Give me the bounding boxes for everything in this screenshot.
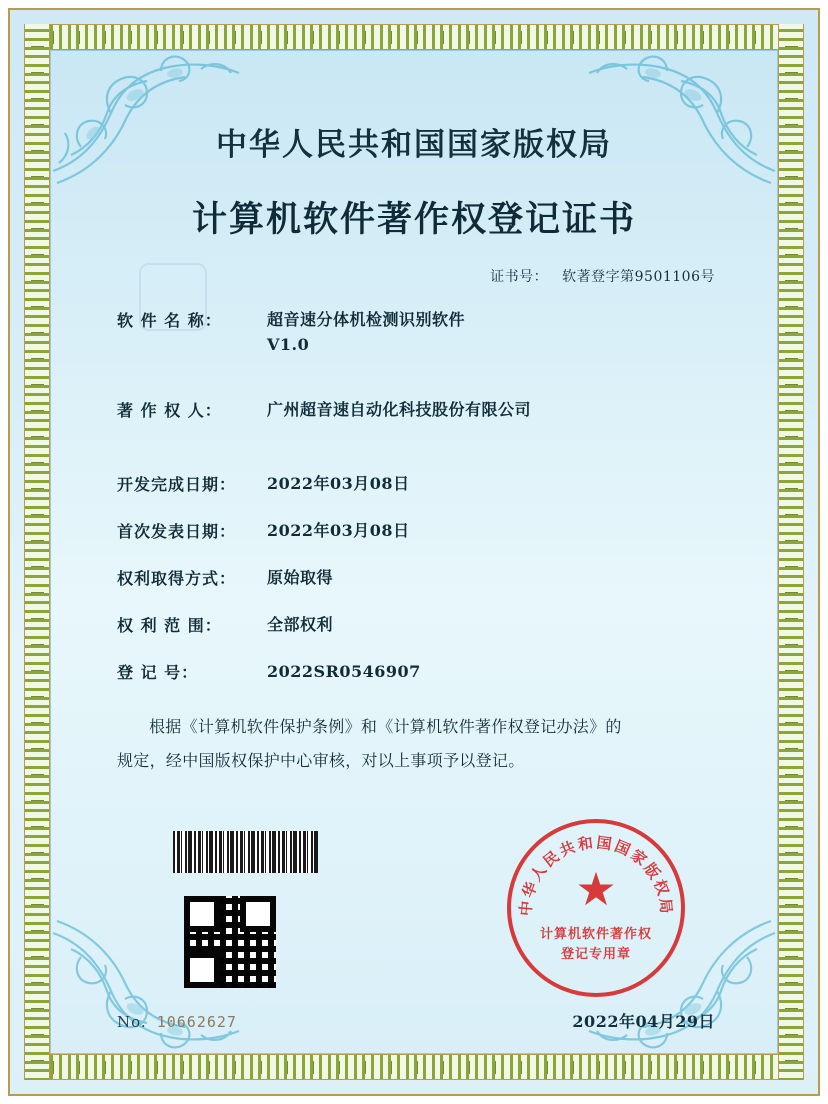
field-value: 2022年03月08日 [267,474,410,494]
official-seal [507,819,685,997]
field-label: 权利取得方式： [117,568,237,588]
field-value: 2022SR0546907 [267,661,421,681]
meander-border-bottom [24,1054,804,1080]
field-list [51,308,777,684]
field-label: 开发完成日期： [117,475,237,495]
serial-number [117,1013,237,1031]
emblem-watermark [139,263,207,331]
software-name-version: V1.0 [267,334,310,354]
meander-border-top [24,24,804,50]
field-registration-number [117,660,719,685]
field-development-date [117,472,719,497]
field-label: 首次发表日期： [117,522,237,542]
seal-line-2: 登记专用章 [560,947,631,962]
field-copyright-owner [117,398,719,423]
certificate-number-label: 证书号： [490,269,549,285]
barcode [173,831,318,873]
field-acquisition-method [117,566,719,591]
serial-value: 10662627 [156,1013,237,1031]
statement-line-1: 根据《计算机软件保护条例》和《计算机软件著作权登记办法》的 [149,717,622,737]
serial-prefix: No. [117,1013,147,1031]
field-value: 全部权利 [267,614,334,634]
qr-code [184,896,276,988]
field-rights-scope [117,613,719,638]
statement-paragraph [51,710,777,777]
certificate-number-value: 软著登字第9501106号 [562,269,715,285]
meander-border-right [778,24,804,1080]
certificate-body [50,50,778,1054]
field-value: 广州超音速自动化科技股份有限公司 [267,399,532,419]
field-first-publish-date [117,519,719,544]
issue-date: 2022年04月29日 [572,1012,715,1031]
statement-line-2: 规定，经中国版权保护中心审核，对以上事项予以登记。 [117,750,525,770]
field-value: 2022年03月08日 [267,521,410,541]
field-value [267,308,465,358]
field-software-name [117,308,719,358]
qr-finder-bottom-left [184,952,220,988]
svg-text:中华人民共和国国家版权局: 中华人民共和国国家版权局 [516,833,676,917]
meander-border-left [24,24,50,1080]
field-value: 原始取得 [267,567,334,587]
field-label: 软 件 名 称： [117,311,222,330]
footer [117,1009,715,1032]
field-label: 登 记 号： [117,662,199,682]
page-title: 计算机软件著作权登记证书 [191,199,636,240]
outer-frame [8,8,820,1096]
seal-star-icon: ★ [575,864,617,915]
seal-line-1: 计算机软件著作权 [539,927,652,942]
issuer-title: 中华人民共和国国家版权局 [216,127,612,163]
software-name-line1: 超音速分体机检测识别软件 [267,310,466,329]
field-label: 权 利 范 围： [117,615,222,635]
field-label: 著 作 权 人： [117,400,222,420]
